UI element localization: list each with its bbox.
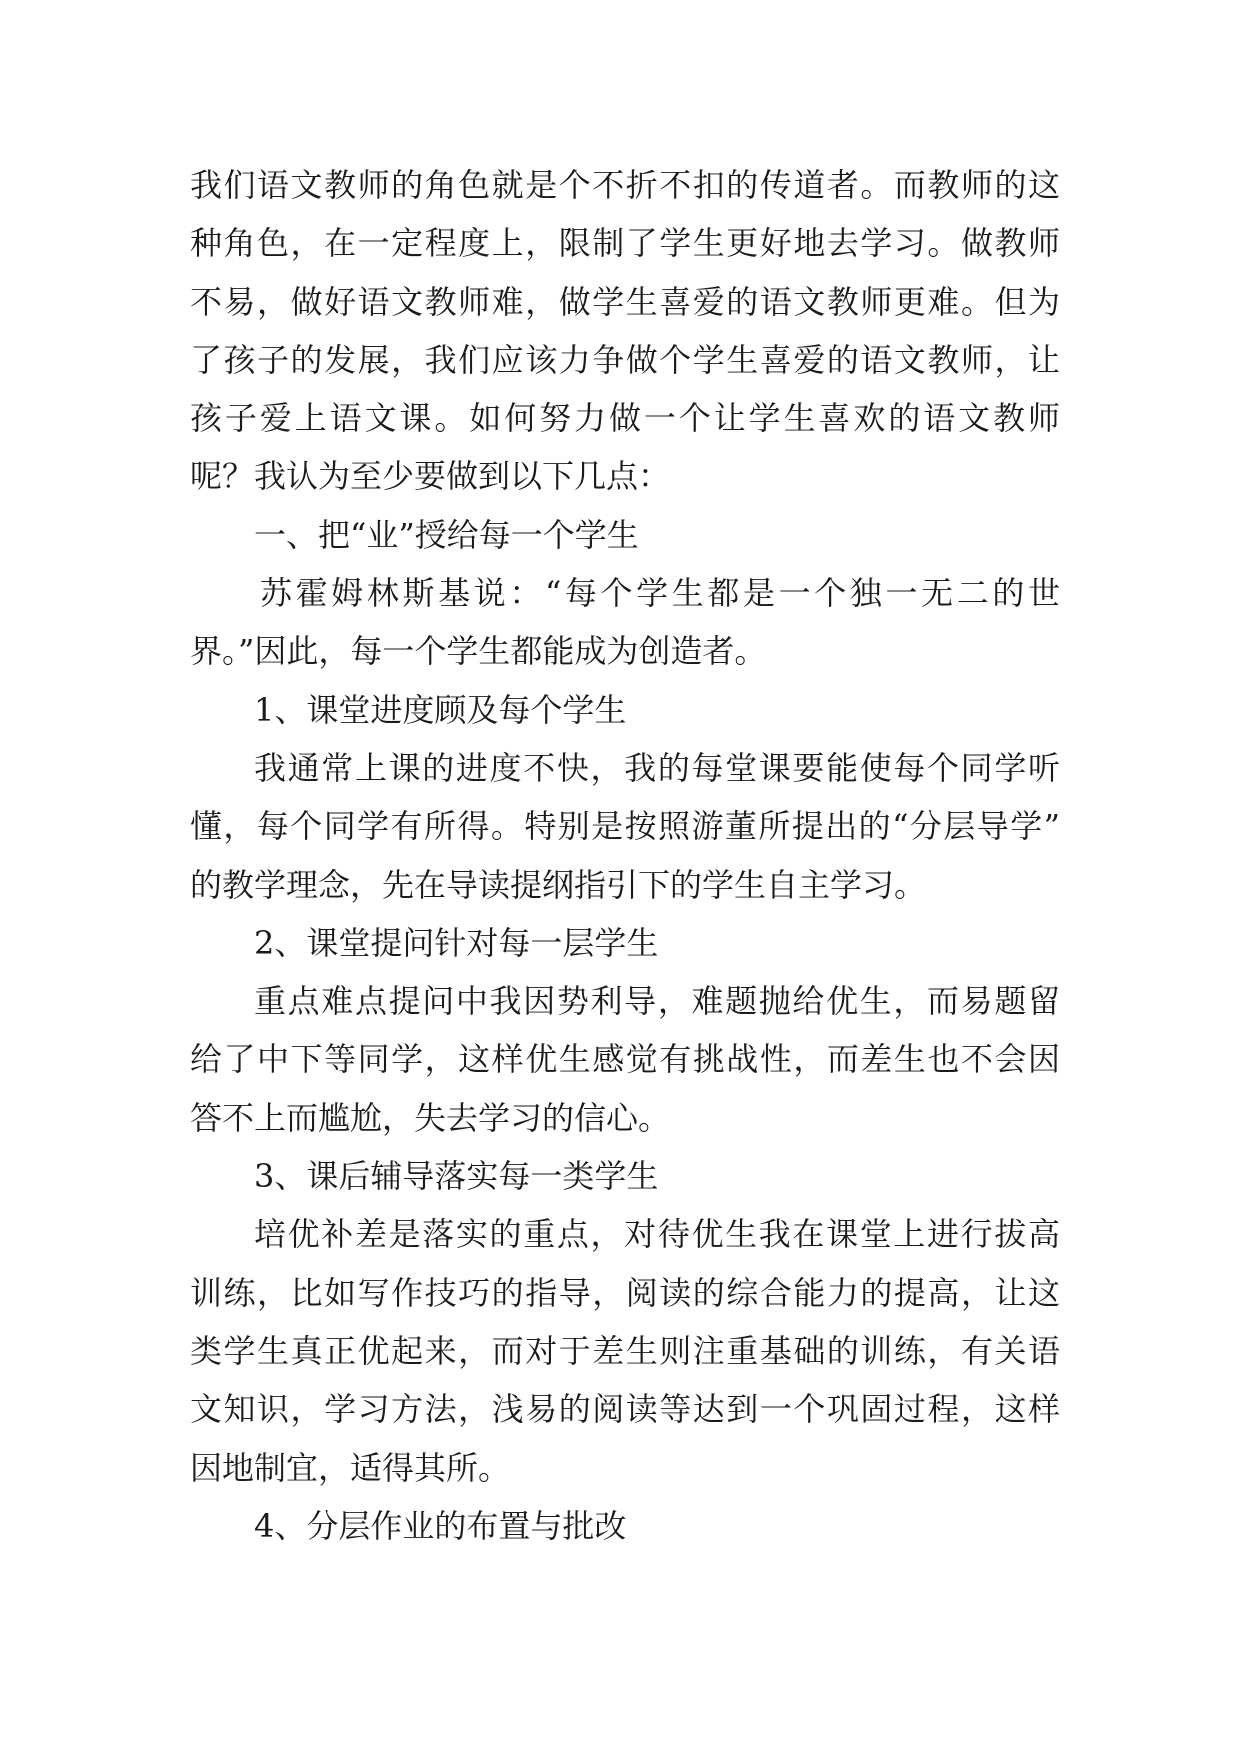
document-body: [190, 156, 1060, 1555]
text-line: 给了中下等同学，这样优生感觉有挑战性，而差生也不会因: [190, 1040, 1060, 1079]
text-line: 了孩子的发展，我们应该力争做个学生喜爱的语文教师，让: [190, 340, 1060, 379]
subsection-heading: 2、课堂提问针对每一层学生: [254, 923, 659, 962]
text-line: 培优补差是落实的重点，对待优生我在课堂上进行拔高: [254, 1215, 1060, 1254]
text-line: 因地制宜，适得其所。: [190, 1448, 511, 1487]
text-line: 界。”因此，每一个学生都能成为创造者。: [190, 632, 767, 671]
text-line: 文知识，学习方法，浅易的阅读等达到一个巩固过程，这样: [190, 1390, 1060, 1429]
subsection-heading: 3、课后辅导落实每一类学生: [254, 1157, 659, 1196]
text-line: 重点难点提问中我因势利导，难题抛给优生，而易题留: [254, 982, 1060, 1021]
text-line: 训练，比如写作技巧的指导，阅读的综合能力的提高，让这: [190, 1273, 1060, 1312]
text-line: 类学生真正优起来，而对于差生则注重基础的训练，有关语: [190, 1331, 1060, 1370]
text-line: 懂，每个同学有所得。特别是按照游董所提出的“分层导学”: [190, 807, 1060, 846]
section-heading: 一、把“业”授给每一个学生: [254, 515, 639, 554]
text-line: 孩子爱上语文课。如何努力做一个让学生喜欢的语文教师: [190, 399, 1060, 438]
text-line: 不易，做好语文教师难，做学生喜爱的语文教师更难。但为: [190, 282, 1060, 321]
text-line: 答不上而尴尬，失去学习的信心。: [190, 1098, 671, 1137]
text-line: 种角色，在一定程度上，限制了学生更好地去学习。做教师: [190, 224, 1060, 263]
text-line: 我们语文教师的角色就是个不折不扣的传道者。而教师的这: [190, 166, 1060, 204]
text-line: 的教学理念，先在导读提纲指引下的学生自主学习。: [190, 865, 927, 904]
text-line: 苏霍姆林斯基说：“每个学生都是一个独一无二的世: [260, 574, 1060, 613]
text-line: 呢？我认为至少要做到以下几点：: [190, 457, 671, 496]
subsection-heading: 1、课堂进度顾及每个学生: [254, 690, 627, 729]
text-line: 我通常上课的进度不快，我的每堂课要能使每个同学听: [254, 748, 1060, 787]
subsection-heading: 4、分层作业的布置与批改: [254, 1506, 627, 1545]
